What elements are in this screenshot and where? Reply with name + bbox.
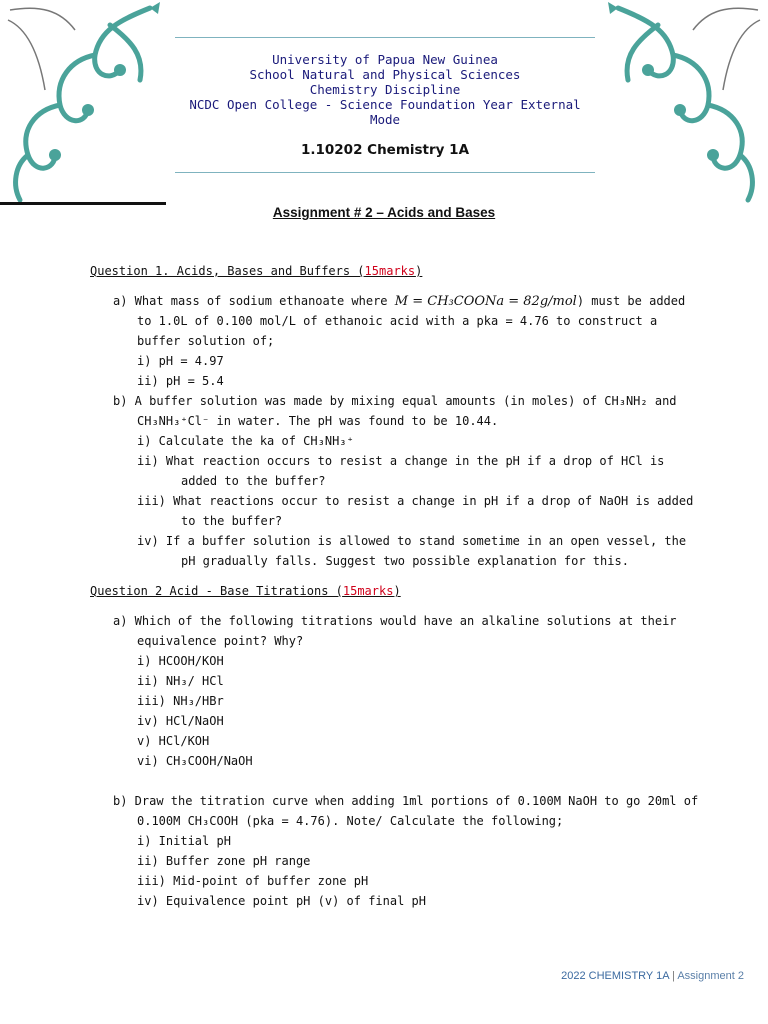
q1-a-i: i) pH = 4.97 <box>137 354 224 368</box>
q2-a-line2: equivalence point? Why? <box>137 634 304 648</box>
q1-b-iv-line1: iv) If a buffer solution is allowed to stand sometime in an open vessel, the <box>137 534 687 548</box>
q2-b-item: i) Initial pH <box>137 834 231 848</box>
q2-a-item: ii) NH₃/ HCl <box>137 674 224 688</box>
header-school: School Natural and Physical Sciences <box>249 67 521 82</box>
page-footer: 2022 CHEMISTRY 1A | Assignment 2 <box>561 970 744 982</box>
footer-course: 2022 CHEMISTRY 1A <box>561 970 669 982</box>
header-university: University of Papua New Guinea <box>272 52 498 67</box>
q1-b-i: i) Calculate the ka of CH₃NH₃⁺ <box>137 434 354 448</box>
q2-a-line1: a) Which of the following titrations would have an alkaline solutions at their <box>113 614 677 628</box>
header-mode: Mode <box>369 112 401 127</box>
q2-a-item: v) HCl/KOH <box>137 734 210 748</box>
header-college: NCDC Open College - Science Foundation Year External <box>189 97 581 112</box>
assignment-title: Assignment # 2 – Acids and Bases <box>272 205 496 220</box>
header-rule-bottom <box>175 172 595 173</box>
q1-a-line1: a) What mass of sodium ethanoate where M = CH₃COONa = 82g/mol) must be added <box>113 294 686 309</box>
q2-b-line2: 0.100M CH₃COOH (pka = 4.76). Note/ Calculate the following; <box>137 814 564 828</box>
corner-ornament-right-icon <box>603 0 768 205</box>
q2-a-item: iii) NH₃/HBr <box>137 694 224 708</box>
q1-a-ii: ii) pH = 5.4 <box>137 374 224 388</box>
molar-mass-formula: M = CH₃COONa = 82g/mol <box>394 294 577 309</box>
q1-b-iii-line2: to the buffer? <box>181 514 283 528</box>
q1-a-line2: to 1.0L of 0.100 mol/L of ethanoic acid with a pka = 4.76 to construct a <box>137 314 658 328</box>
corner-ornament-left-icon <box>0 0 165 205</box>
q1-b-ii-line2: added to the buffer? <box>181 474 326 488</box>
q1-a-line3: buffer solution of; <box>137 334 275 348</box>
course-title: 1.10202 Chemistry 1A <box>300 142 470 158</box>
question-2-title: Question 2 Acid - Base Titrations (15marks) <box>90 584 401 598</box>
q2-b-item: iv) Equivalence point pH (v) of final pH <box>137 894 426 908</box>
q2-a-item: iv) HCl/NaOH <box>137 714 224 728</box>
header-discipline: Chemistry Discipline <box>309 82 461 97</box>
q2-b-item: ii) Buffer zone pH range <box>137 854 311 868</box>
q1-b-line1: b) A buffer solution was made by mixing equal amounts (in moles) of CH₃NH₂ and <box>113 394 677 408</box>
q2-b-item: iii) Mid-point of buffer zone pH <box>137 874 369 888</box>
q2-a-item: vi) CH₃COOH/NaOH <box>137 754 253 768</box>
question-1-title: Question 1. Acids, Bases and Buffers (15marks) <box>90 264 423 278</box>
q2-b-line1: b) Draw the titration curve when adding 1ml portions of 0.100M NaOH to go 20ml of <box>113 794 699 808</box>
q1-b-iii-line1: iii) What reactions occur to resist a change in pH if a drop of NaOH is added <box>137 494 694 508</box>
footer-assignment: Assignment 2 <box>677 970 744 982</box>
q2-a-item: i) HCOOH/KOH <box>137 654 224 668</box>
q1-b-ii-line1: ii) What reaction occurs to resist a change in the pH if a drop of HCl is <box>137 454 665 468</box>
q1-b-line2: CH₃NH₃⁺Cl⁻ in water. The pH was found to be 10.44. <box>137 414 499 428</box>
header-rule-top <box>175 37 595 38</box>
q1-b-iv-line2: pH gradually falls. Suggest two possible explanation for this. <box>181 554 629 568</box>
